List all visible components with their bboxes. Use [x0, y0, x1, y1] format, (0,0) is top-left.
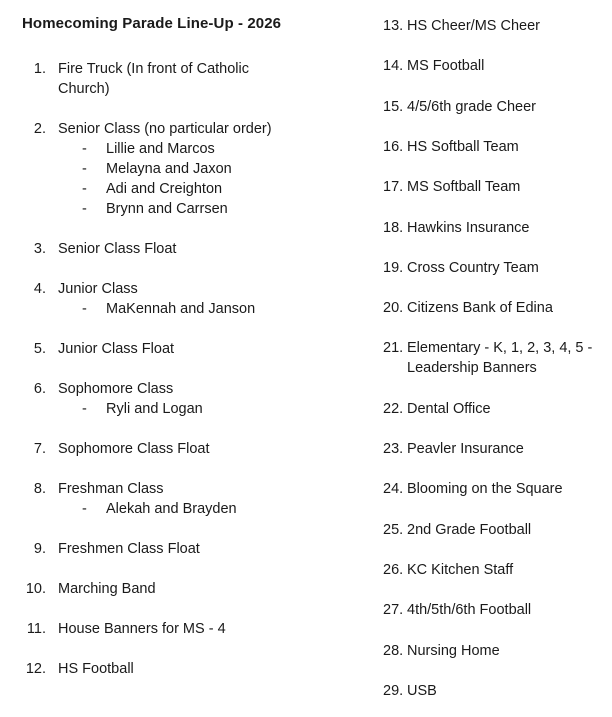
list-item-text: Junior Class Float — [58, 341, 175, 357]
list-item-text: 4/5/6th grade Cheer — [407, 98, 536, 115]
bullet-dash: - — [82, 201, 87, 217]
list-item-text: 4th/5th/6th Football — [407, 602, 532, 619]
list-item-number: 9. — [33, 541, 46, 557]
list-item-number: 4. — [33, 281, 46, 297]
list-item-number: 10. — [25, 581, 46, 597]
list-item-number: 7. — [33, 441, 46, 457]
sub-list-item-text: Melayna and Jaxon — [106, 161, 232, 177]
sub-list-item-text: MaKennah and Janson — [106, 301, 256, 317]
list-item-number: 14. — [383, 58, 404, 75]
list-item-text: Junior Class — [58, 281, 138, 297]
bullet-dash: - — [82, 181, 87, 197]
list-item-number: 27. — [383, 602, 404, 619]
list-item-number: 19. — [383, 259, 404, 276]
list-item-text: USB — [407, 682, 437, 699]
left-column-list — [10, 0, 310, 717]
list-item-text: Blooming on the Square — [407, 481, 563, 498]
list-item-number: 11. — [26, 621, 46, 637]
list-item-text: Dental Office — [407, 400, 491, 417]
list-item-number: 6. — [33, 381, 46, 397]
list-item-text: House Banners for MS - 4 — [58, 621, 226, 637]
list-item-number: 15. — [383, 98, 404, 115]
sub-list-item-text: Ryli and Logan — [106, 401, 203, 417]
list-item-text: Church) — [58, 81, 110, 97]
list-item-text: Senior Class Float — [58, 241, 177, 257]
list-item-text: Sophomore Class — [58, 381, 174, 397]
sub-list-item-text: Alekah and Brayden — [106, 501, 237, 517]
list-item-number: 3. — [33, 241, 46, 257]
bullet-dash: - — [82, 141, 87, 157]
list-item-text: MS Softball Team — [407, 179, 521, 196]
list-item-text: Senior Class (no particular order) — [58, 121, 272, 137]
list-item-text: Freshmen Class Float — [58, 541, 200, 557]
list-item-text: HS Softball Team — [407, 138, 519, 155]
list-item-text: Elementary - K, 1, 2, 3, 4, 5 - — [407, 340, 593, 357]
list-item-number: 29. — [383, 682, 404, 699]
list-item-number: 26. — [383, 561, 404, 578]
sub-list-item-text: Lillie and Marcos — [106, 141, 215, 157]
list-item-number: 20. — [383, 300, 404, 317]
page-title: Homecoming Parade Line-Up - 2026 — [22, 15, 282, 32]
list-item-number: 23. — [383, 441, 404, 457]
list-item-text: Hawkins Insurance — [407, 219, 530, 236]
list-item-number: 25. — [383, 521, 404, 538]
list-item-text: Peavler Insurance — [407, 441, 524, 457]
list-item-text: Sophomore Class Float — [58, 441, 210, 457]
list-item-text: Cross Country Team — [407, 259, 539, 276]
list-item-text: Freshman Class — [58, 481, 164, 497]
bullet-dash: - — [82, 301, 87, 317]
bullet-dash: - — [82, 501, 87, 517]
right-column-list — [383, 0, 612, 717]
list-item-text: HS Cheer/MS Cheer — [407, 18, 540, 34]
list-item-number: 5. — [33, 341, 46, 357]
list-item-number: 16. — [383, 138, 404, 155]
list-item-number: 28. — [383, 642, 404, 659]
list-item-number: 24. — [383, 481, 404, 498]
sub-list-item-text: Brynn and Carrsen — [106, 201, 228, 217]
list-item-number: 2. — [33, 121, 46, 137]
list-item-text: Leadership Banners — [407, 360, 537, 377]
list-item-number: 17. — [383, 179, 404, 196]
bullet-dash: - — [82, 401, 87, 417]
list-item-number: 21. — [383, 340, 404, 357]
list-item-text: Marching Band — [58, 581, 156, 597]
list-item-number: 13. — [383, 18, 404, 34]
list-item-number: 18. — [383, 219, 404, 236]
list-item-text: MS Football — [407, 58, 485, 75]
list-item-text: KC Kitchen Staff — [407, 561, 514, 578]
list-item-number: 12. — [25, 661, 46, 677]
list-item-text: Nursing Home — [407, 642, 500, 659]
list-item-text: Citizens Bank of Edina — [407, 300, 553, 317]
list-item-text: HS Football — [58, 661, 134, 677]
list-item-text: Fire Truck (In front of Catholic — [58, 61, 249, 77]
list-item-number: 8. — [33, 481, 46, 497]
sub-list-item-text: Adi and Creighton — [106, 181, 223, 197]
bullet-dash: - — [82, 161, 87, 177]
list-item-number: 22. — [383, 400, 404, 417]
list-item-text: 2nd Grade Football — [407, 521, 532, 538]
list-item-number: 1. — [33, 61, 46, 77]
